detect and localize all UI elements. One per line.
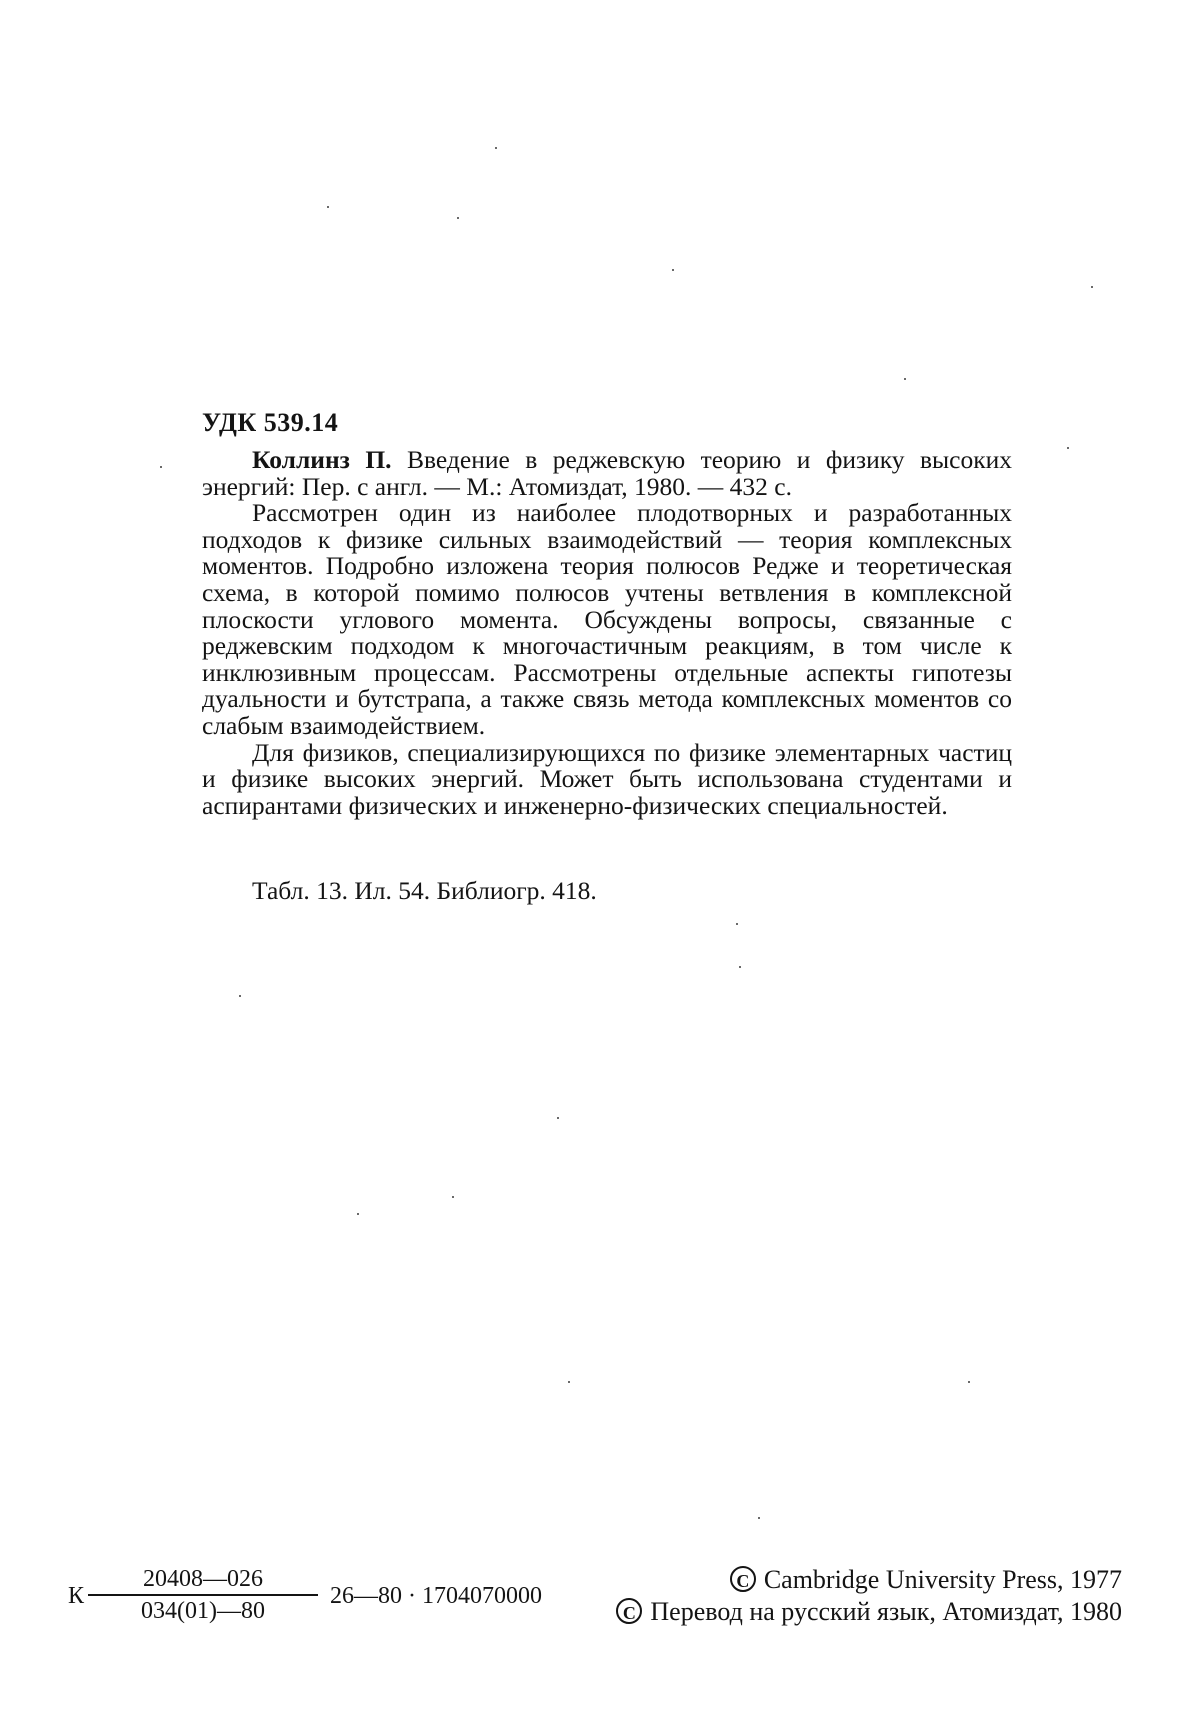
copyright-original: Cambridge University Press, 1977 (763, 1565, 1122, 1594)
author-name: Коллинз П. (252, 445, 392, 474)
copyright-original-line (616, 1564, 1122, 1596)
scan-speck (672, 269, 674, 271)
scan-speck (739, 966, 741, 968)
copyright-icon: C (616, 1598, 642, 1624)
copyright-icon: C (730, 1566, 756, 1592)
catalog-letter: К (68, 1583, 85, 1609)
scan-speck (904, 378, 906, 380)
catalog-fraction (88, 1566, 318, 1625)
scan-speck (457, 217, 459, 219)
audience-paragraph: Для физиков, специализирующихся по физике элементарных частиц и физике высоких энергий. Может быть использована студентами и аспирантами физических и инженерно-физических специальностей. (202, 737, 1012, 820)
scan-speck (239, 995, 241, 997)
scan-speck (968, 1381, 970, 1383)
scan-speck (736, 923, 738, 925)
scan-speck (758, 1517, 760, 1519)
catalog-code: 26—80 · 1704070000 (330, 1583, 542, 1609)
scan-speck (160, 466, 162, 468)
scan-speck (1091, 286, 1093, 288)
scan-speck (495, 147, 497, 149)
scan-speck (1067, 447, 1069, 449)
copyright-block (616, 1564, 1122, 1628)
catalog-denominator: 034(01)—80 (141, 1598, 265, 1624)
illustration-stats: Табл. 13. Ил. 54. Библиогр. 418. (252, 876, 597, 905)
scan-speck (327, 206, 329, 208)
annotation-block (202, 447, 1012, 819)
udk-code: УДК 539.14 (202, 408, 339, 437)
bibliographic-entry (202, 447, 1012, 500)
catalog-numerator: 20408—026 (88, 1566, 318, 1596)
citation-text: Введение в реджевскую теорию и физику высоких энергий: Пер. с англ. — М.: Атомиздат, 1980. — 432 с. (202, 445, 1012, 501)
scan-speck (568, 1381, 570, 1383)
scan-speck (557, 1117, 559, 1119)
summary-paragraph: Рассмотрен один из наиболее плодотворных и разработанных подходов к физике сильных взаимодействий — теория комплексных моментов. Подробно изложена теория полюсов Редже и теоретическая схема, в которой помимо полюсов учтены ветвления в комплексной плоскости углового момента. Обсуждены вопросы, связанные с реджевским подходом к многочастичным реакциям, в том числе к инклюзивным процессам. Рассмотрены отдельные аспекты гипотезы дуальности и бутстрапа, а также связь метода комплексных моментов со слабым взаимодействием. (202, 498, 1012, 740)
scan-speck (452, 1196, 454, 1198)
copyright-translation-line (616, 1596, 1122, 1628)
copyright-translation: Перевод на русский язык, Атомиздат, 1980 (650, 1597, 1122, 1626)
scan-speck (357, 1213, 359, 1215)
